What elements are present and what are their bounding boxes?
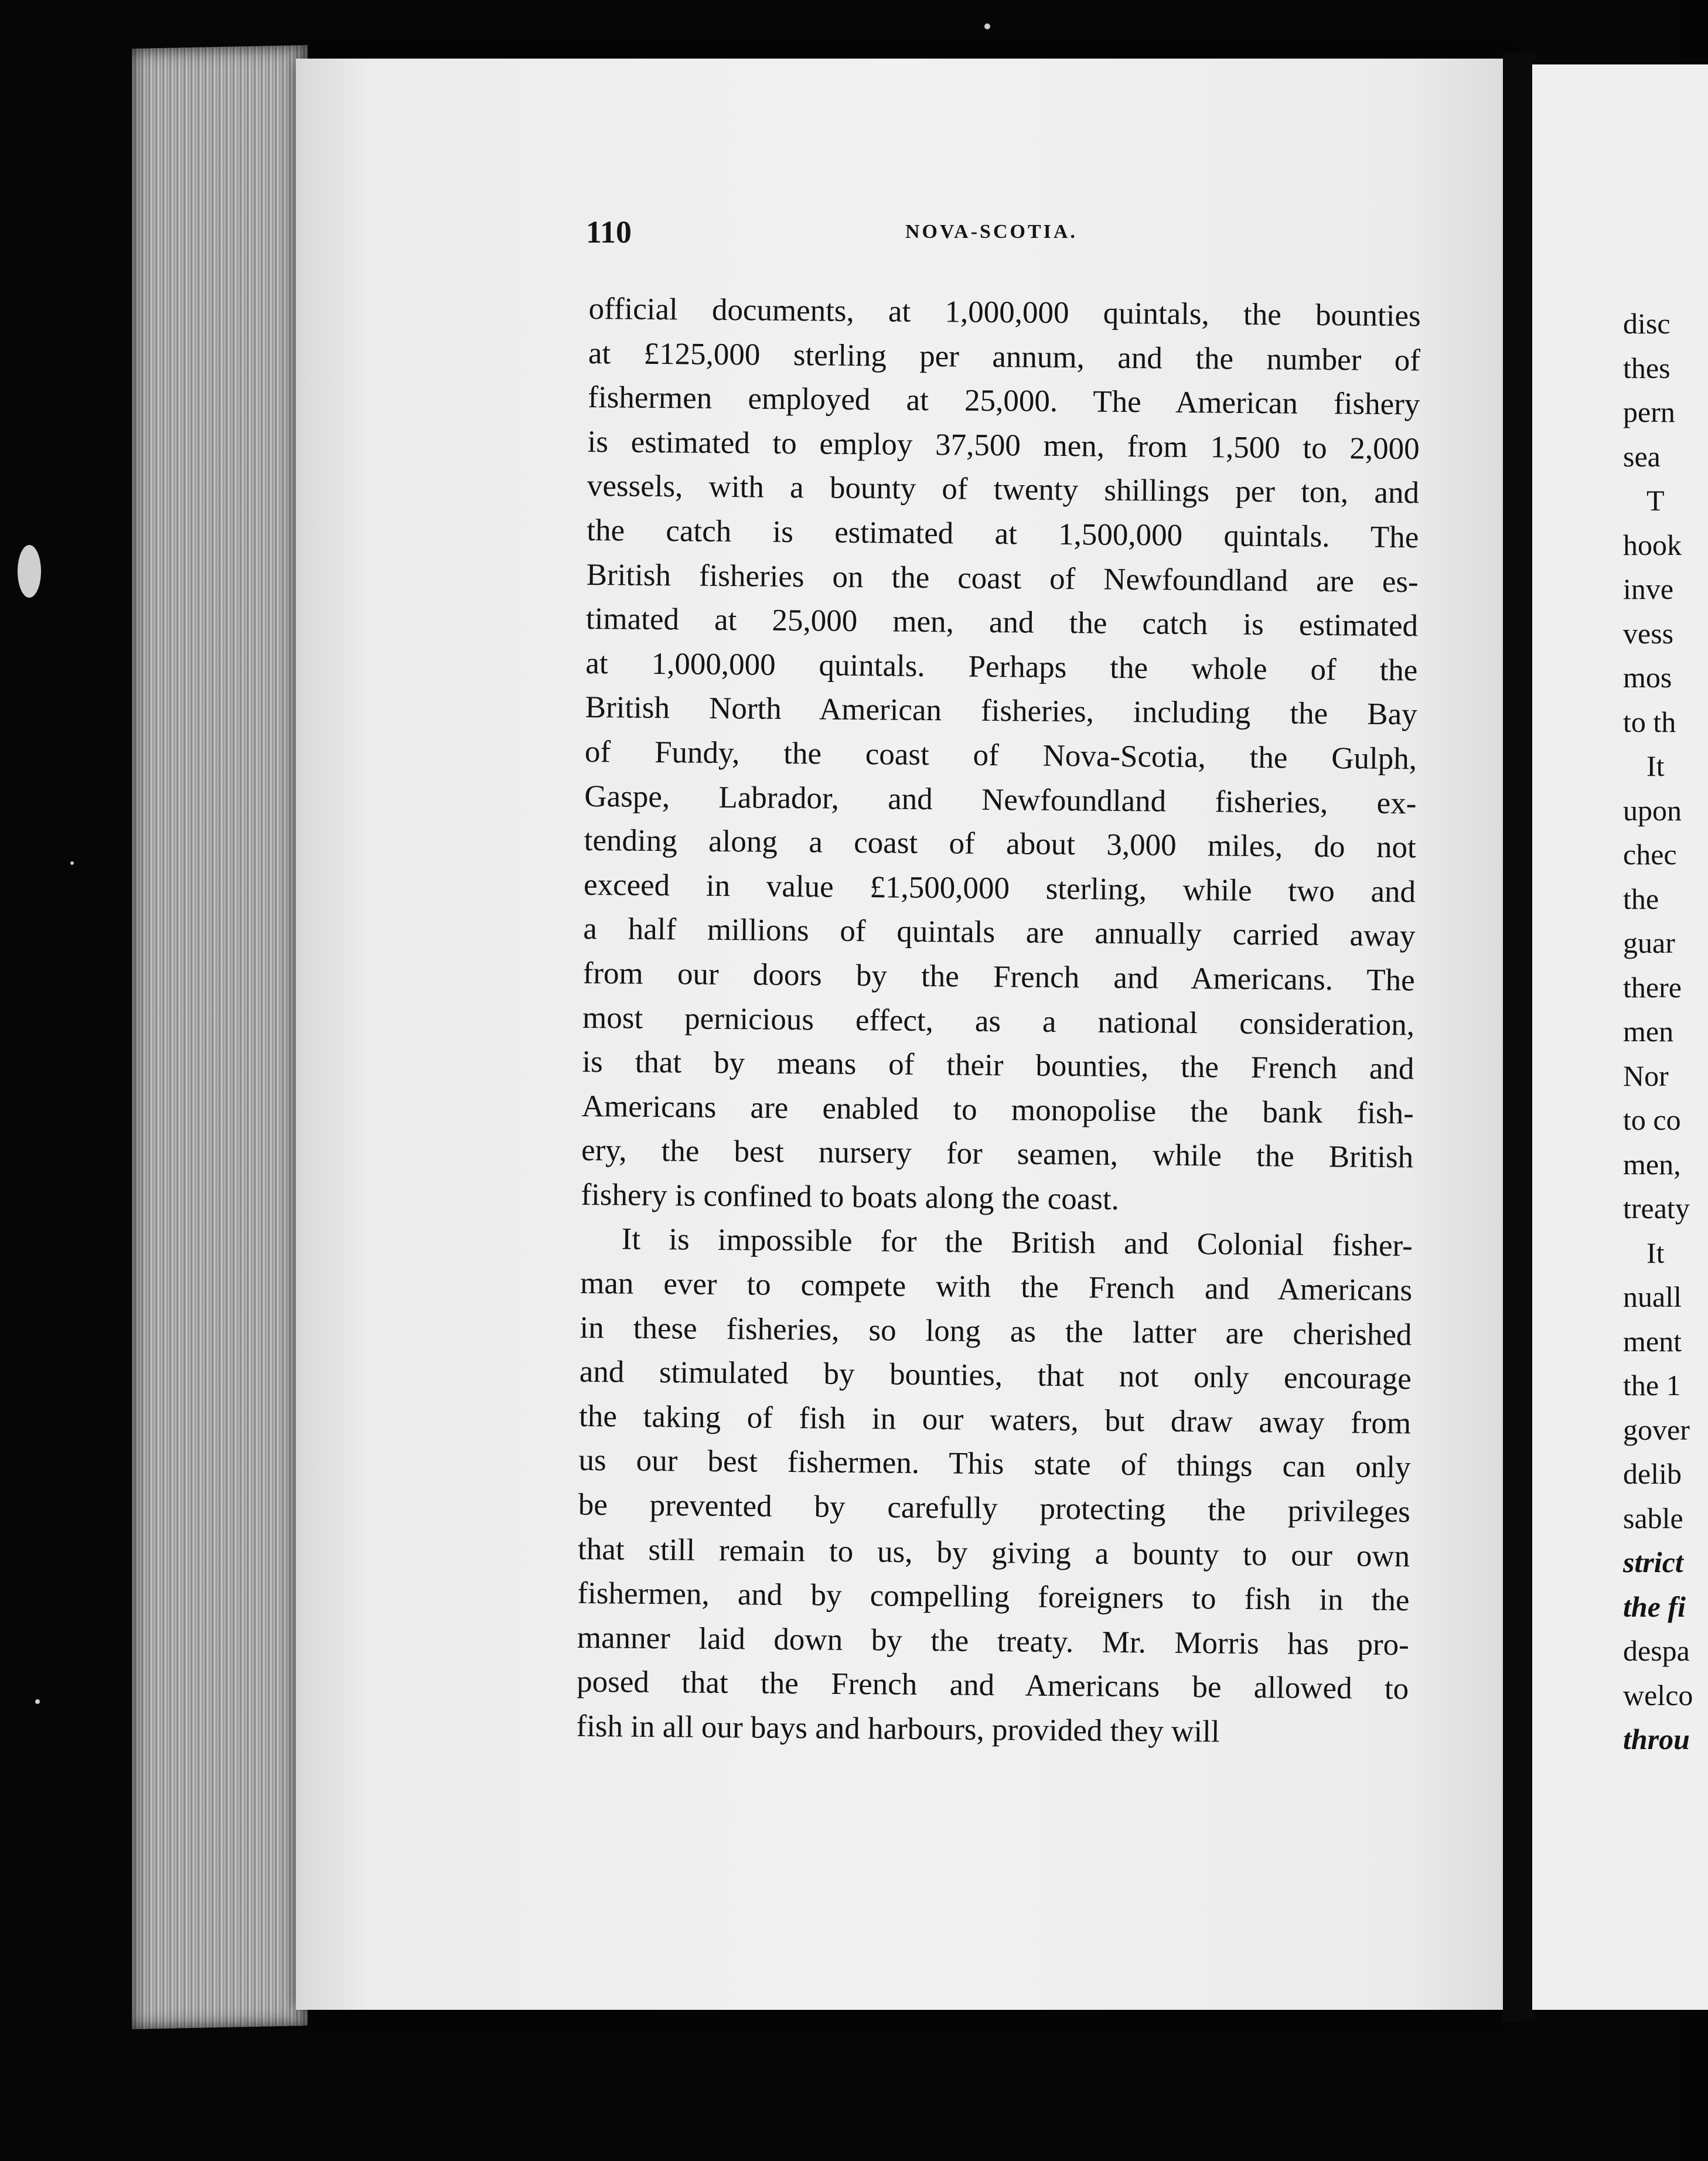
dust-speck [18,545,41,598]
right-page-line: inve [1623,572,1674,605]
text-line: fishermen employed at 25,000. The American fishery [588,380,1420,422]
text-line: that still remain to us, by giving a bounty to our own [577,1532,1410,1573]
dust-speck [70,861,74,865]
text-line: official documents, at 1,000,000 quintals, the bounties [588,291,1421,333]
text-line: exceed in value £1,500,000 sterling, while two and [583,867,1416,909]
right-page-line: It [1646,1236,1665,1269]
right-page-line: upon [1623,793,1682,827]
right-page-line: to th [1623,705,1676,738]
right-page-line: mos [1623,661,1672,694]
right-page-line: treaty [1623,1192,1690,1225]
right-page-line: disc [1623,307,1671,340]
text-line: Gaspe, Labrador, and Newfoundland fisheries, ex- [584,779,1417,820]
right-page-line: there [1623,970,1682,1004]
text-line: It is impossible for the British and Colonial fisher- [621,1222,1413,1263]
right-page-line: ment [1623,1324,1682,1358]
dust-speck [984,23,990,29]
right-page-line: to co [1623,1103,1681,1136]
text-line: of Fundy, the coast of Nova-Scotia, the Gulph, [584,734,1417,776]
text-line: man ever to compete with the French and Americans [579,1266,1413,1308]
text-line: fishermen, and by compelling foreigners to fish in the [577,1576,1410,1618]
text-line: is estimated to employ 37,500 men, from 1,500 to 2,000 [587,424,1420,466]
book-gutter [1503,53,1535,2022]
dust-speck [35,1699,40,1704]
right-page-line: delib [1623,1457,1682,1490]
right-page-line: the 1 [1623,1369,1681,1402]
right-page-line: welco [1623,1678,1693,1712]
text-line: the taking of fish in our waters, but draw away from [578,1399,1412,1441]
right-page-line: sea [1623,439,1661,473]
text-line: be prevented by carefully protecting the privileges [578,1487,1411,1529]
right-page-line: the [1623,882,1659,915]
text-line: and stimulated by bounties, that not only encourage [579,1355,1412,1396]
right-page-line: It [1646,749,1665,782]
right-page-line: pern [1623,396,1675,428]
text-line: vessels, with a bounty of twenty shillings per ton, and [587,469,1420,510]
right-page-line: throu [1623,1723,1690,1756]
text-line: is that by means of their bounties, the French and [582,1045,1414,1086]
body-text [576,287,1421,1756]
right-page-line: the fi [1623,1590,1686,1623]
text-line: from our doors by the French and Americans. The [582,956,1415,998]
right-page-line: guar [1623,926,1675,959]
running-head: NOVA-SCOTIA. [905,221,1078,243]
text-line: posed that the French and Americans be allowed to [576,1665,1409,1706]
right-page-text [1623,302,1693,1762]
right-page-line: chec [1623,838,1677,871]
right-page-line: Nor [1623,1059,1669,1092]
right-page-line: vess [1623,616,1674,650]
text-line: most pernicious effect, as a national consideration, [582,1000,1415,1042]
text-line: fish in all our bays and harbours, provided they will [576,1709,1220,1749]
text-line: Americans are enabled to monopolise the bank fish- [581,1089,1414,1131]
text-line: British North American fisheries, including the Bay [585,690,1417,732]
text-line: in these fisheries, so long as the latter are cherished [579,1310,1412,1352]
text-line: at 1,000,000 quintals. Perhaps the whole of the [585,646,1418,688]
text-line: us our best fishermen. This state of things can only [578,1443,1411,1485]
right-page-line: hook [1623,528,1682,561]
text-line: timated at 25,000 men, and the catch is estimated [585,602,1419,643]
right-page-line: sable [1623,1501,1683,1535]
page-number: 110 [586,214,632,250]
right-page-line: men [1623,1015,1674,1048]
text-line: the catch is estimated at 1,500,000 quintals. The [587,513,1419,555]
right-page-line: men, [1623,1147,1681,1181]
text-line: manner laid down by the treaty. Mr. Morris has pro- [577,1620,1410,1662]
book-page-edges [132,45,308,2029]
text-line: fishery is confined to boats along the coast. [581,1177,1120,1216]
right-page-line: despa [1623,1634,1690,1667]
page-header [586,214,1418,255]
text-line: a half millions of quintals are annually carried away [583,912,1416,953]
right-page-line: gover [1623,1413,1690,1446]
right-page-line: nuall [1623,1280,1682,1313]
right-page [1532,64,1708,2010]
right-page-line: strict [1623,1546,1683,1579]
right-page-line: thes [1623,351,1671,384]
right-page-line: T [1646,484,1665,517]
text-line: at £125,000 sterling per annum, and the number of [588,336,1421,377]
text-line: British fisheries on the coast of Newfoundland are es- [586,557,1419,599]
text-line: tending along a coast of about 3,000 miles, do not [584,823,1416,865]
text-line: ery, the best nursery for seamen, while the British [581,1133,1414,1175]
